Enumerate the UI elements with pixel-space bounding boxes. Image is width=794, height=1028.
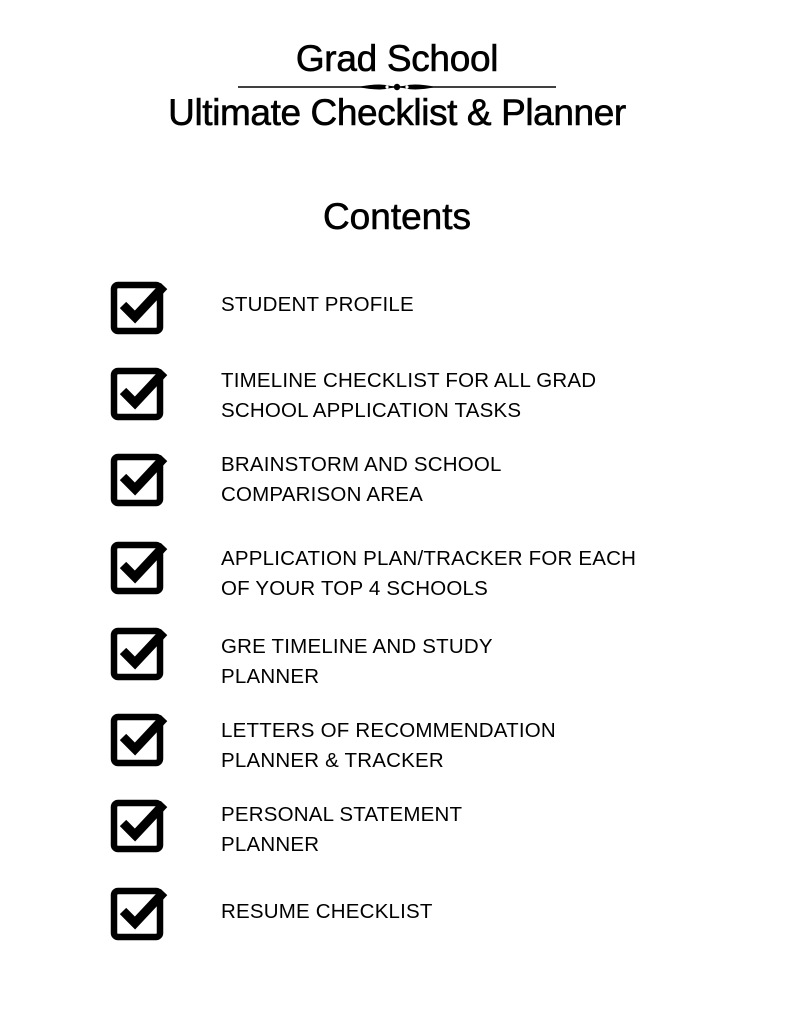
checked-box-icon <box>110 626 170 682</box>
checked-box-icon <box>110 712 170 768</box>
checked-box-icon <box>110 366 170 422</box>
contents-item-label: OF YOUR TOP 4 SCHOOLS <box>221 577 488 600</box>
contents-item-label: SCHOOL APPLICATION TASKS <box>221 399 522 422</box>
checked-box-icon <box>110 798 170 854</box>
contents-item-label: RESUME CHECKLIST <box>221 900 433 923</box>
contents-item-label: TIMELINE CHECKLIST FOR ALL GRAD <box>221 369 597 392</box>
contents-item-label: PERSONAL STATEMENT <box>221 803 463 826</box>
contents-heading: Contents <box>322 196 472 237</box>
contents-item-label: LETTERS OF RECOMMENDATION <box>221 719 556 742</box>
contents-item-label: PLANNER & TRACKER <box>221 749 444 772</box>
checked-box-icon <box>110 452 170 508</box>
checked-box-icon <box>110 886 170 942</box>
contents-item-label: APPLICATION PLAN/TRACKER FOR EACH <box>221 547 637 570</box>
checked-box-icon <box>110 280 170 336</box>
contents-item-label: BRAINSTORM AND SCHOOL <box>221 453 502 476</box>
contents-item-label: COMPARISON AREA <box>221 483 423 506</box>
contents-item-label: STUDENT PROFILE <box>221 293 414 316</box>
title-line-1: Grad School <box>295 38 499 79</box>
title-line-2: Ultimate Checklist & Planner <box>168 92 626 133</box>
checked-box-icon <box>110 540 170 596</box>
contents-item-label: PLANNER <box>221 833 320 856</box>
contents-item-label: PLANNER <box>221 665 320 688</box>
contents-item-label: GRE TIMELINE AND STUDY <box>221 635 493 658</box>
